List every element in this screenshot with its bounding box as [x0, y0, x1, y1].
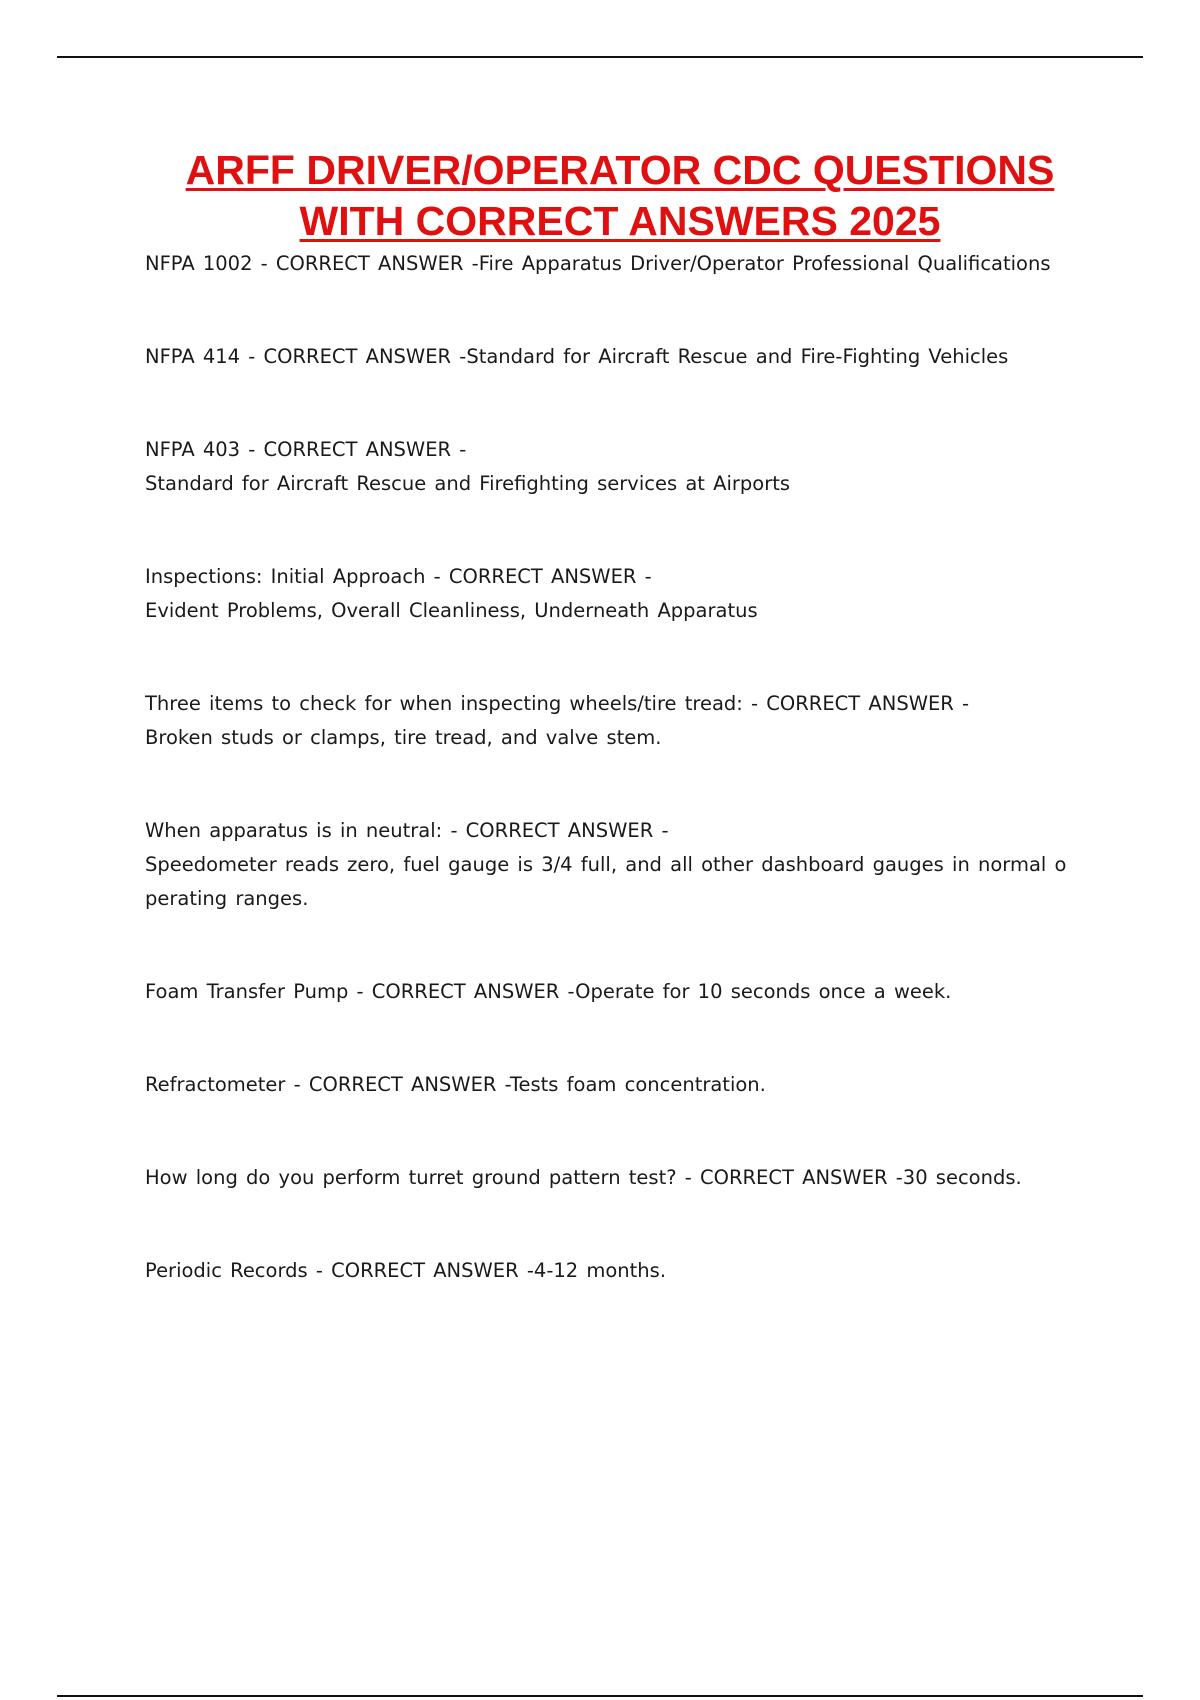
title-line-1: ARFF DRIVER/OPERATOR CDC QUESTIONS [185, 147, 1055, 193]
answer-text: 30 seconds. [902, 1166, 1022, 1189]
title-line-2: WITH CORRECT ANSWERS 2025 [299, 198, 941, 244]
document-page [145, 145, 1095, 1288]
document-title [145, 145, 1095, 247]
qa-item-apparatus-in-neutral [145, 814, 1095, 916]
question-text: Refractometer - CORRECT ANSWER - [145, 1073, 510, 1096]
answer-text-continued: perating ranges. [145, 887, 309, 910]
answer-text: Speedometer reads zero, fuel gauge is 3/4 full, and all other dashboard gauges in normal o [145, 853, 1067, 876]
qa-item-periodic-records [145, 1254, 1095, 1288]
qa-item-nfpa-403 [145, 433, 1095, 501]
answer-text: Fire Apparatus Driver/Operator Professional Qualifications [478, 252, 1051, 275]
question-text: Inspections: Initial Approach - CORRECT ANSWER - [145, 565, 652, 588]
bottom-rule [57, 1695, 1143, 1697]
qa-item-foam-transfer-pump [145, 975, 1095, 1009]
question-text: Periodic Records - CORRECT ANSWER - [145, 1259, 534, 1282]
question-text: Foam Transfer Pump - CORRECT ANSWER - [145, 980, 576, 1003]
question-text: How long do you perform turret ground pattern test? - CORRECT ANSWER - [145, 1166, 903, 1189]
qa-item-wheels-tire-tread [145, 687, 1095, 755]
answer-text: Tests foam concentration. [509, 1073, 766, 1096]
qa-item-turret-ground-pattern [145, 1161, 1095, 1195]
question-text: When apparatus is in neutral: - CORRECT ANSWER - [145, 819, 669, 842]
answer-text: Broken studs or clamps, tire tread, and valve stem. [145, 726, 662, 749]
qa-item-refractometer [145, 1068, 1095, 1102]
top-rule [57, 56, 1143, 58]
qa-item-inspections-initial-approach [145, 560, 1095, 628]
question-text: Three items to check for when inspecting wheels/tire tread: - CORRECT ANSWER - [145, 692, 970, 715]
answer-text: Operate for 10 seconds once a week. [575, 980, 952, 1003]
qa-item-nfpa-1002 [145, 247, 1095, 281]
question-text: NFPA 1002 - CORRECT ANSWER - [145, 252, 479, 275]
question-text: NFPA 403 - CORRECT ANSWER - [145, 438, 467, 461]
answer-text: 4-12 months. [533, 1259, 667, 1282]
qa-list [145, 247, 1095, 1288]
question-text: NFPA 414 - CORRECT ANSWER - [145, 345, 467, 368]
qa-item-nfpa-414 [145, 340, 1095, 374]
answer-text: Standard for Aircraft Rescue and Fire-Fighting Vehicles [466, 345, 1009, 368]
answer-text: Standard for Aircraft Rescue and Firefighting services at Airports [145, 472, 791, 495]
answer-text: Evident Problems, Overall Cleanliness, Underneath Apparatus [145, 599, 758, 622]
